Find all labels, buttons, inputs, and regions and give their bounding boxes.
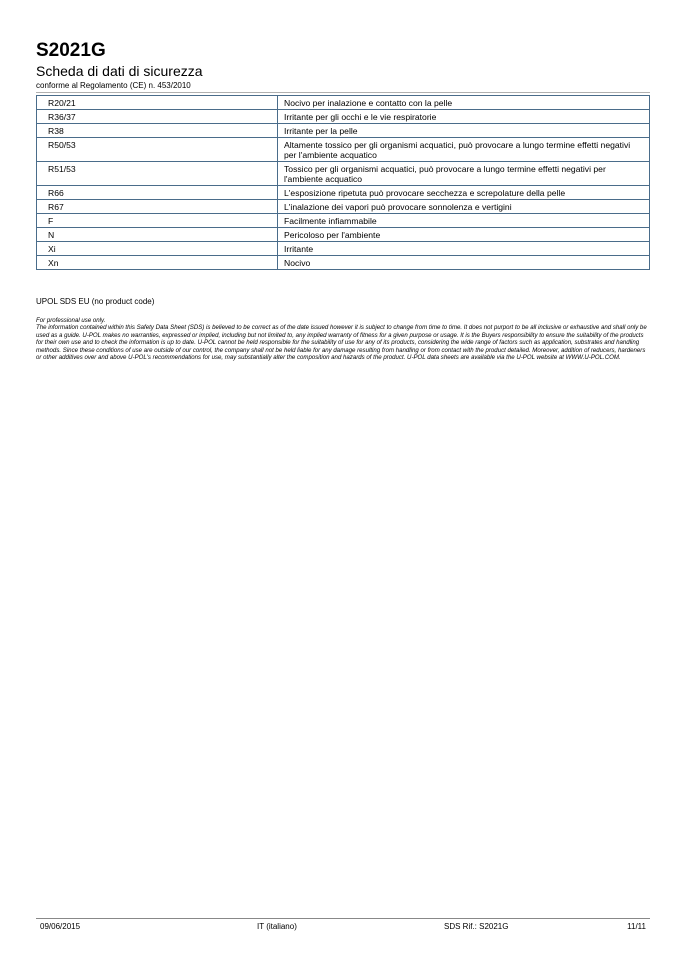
footer-divider	[36, 918, 650, 919]
phrase-code: R38	[37, 124, 278, 138]
risk-phrases-body	[37, 96, 650, 270]
phrase-text: Tossico per gli organismi acquatici, può provocare a lungo termine effetti negativi per l'ambiente acquatico	[278, 162, 650, 186]
sds-reference: SDS Rif.: S2021G	[444, 922, 509, 931]
table-row	[37, 162, 650, 186]
document-title: S2021G	[36, 40, 106, 61]
regulation-reference: conforme al Regolamento (CE) n. 453/2010	[36, 81, 191, 90]
phrase-code: Xi	[37, 242, 278, 256]
risk-phrases-table	[36, 95, 650, 270]
phrase-code: R36/37	[37, 110, 278, 124]
phrase-text: Facilmente infiammabile	[278, 214, 650, 228]
phrase-text: Nocivo	[278, 256, 650, 270]
table-row	[37, 214, 650, 228]
phrase-code: R51/53	[37, 162, 278, 186]
table-row	[37, 124, 650, 138]
phrase-text: Altamente tossico per gli organismi acquatici, può provocare a lungo termine effetti negativi per l'ambiente acquatico	[278, 138, 650, 162]
table-row	[37, 186, 650, 200]
table-row	[37, 138, 650, 162]
table-row	[37, 228, 650, 242]
sds-code: UPOL SDS EU (no product code)	[36, 297, 155, 306]
table-row	[37, 96, 650, 110]
header-divider	[36, 92, 650, 93]
phrase-code: N	[37, 228, 278, 242]
document-header	[36, 40, 203, 91]
disclaimer	[36, 317, 650, 361]
phrase-code: R66	[37, 186, 278, 200]
page-number: 11/11	[627, 922, 646, 931]
phrase-text: Irritante per la pelle	[278, 124, 650, 138]
table-row	[37, 110, 650, 124]
phrase-code: R50/53	[37, 138, 278, 162]
phrase-code: Xn	[37, 256, 278, 270]
page-footer	[36, 922, 650, 932]
phrase-text: L'inalazione dei vapori può provocare sonnolenza e vertigini	[278, 200, 650, 214]
table-row	[37, 242, 650, 256]
disclaimer-body: The information contained within this Safety Data Sheet (SDS) is believed to be correct as of the date issued however it is subject to change from time to time. It does not purport to be all inclusive or exhaustive and shall only be used as a guide. U-POL makes no warranties, expressed or implied, including but not limited to, any implied warranty of fitness for a given purpose or usage. It is the Buyers responsibility to ensure the suitability of the products for their own use and to check the information is up to date. U-POL cannot be held responsible for the suitability of use for any of its products, considering the wide range of factors such as application, substrates and handling methods. Since these conditions of use are outside of our control, the company shall not be held liable for any damage resulting from handling or from contact with the product detailed. Moreover, addition of reducers, hardeners or other additives over and above U-POL's recommendations for use, may substantially alter the composition and hazards of the product. U-POL data sheets are available via the U-POL website at WWW.U-POL.COM.	[36, 324, 647, 362]
phrase-text: Nocivo per inalazione e contatto con la pelle	[278, 96, 650, 110]
table-row	[37, 200, 650, 214]
issue-date: 09/06/2015	[40, 922, 81, 931]
phrase-code: F	[37, 214, 278, 228]
phrase-code: R20/21	[37, 96, 278, 110]
phrase-text: L'esposizione ripetuta può provocare secchezza e screpolature della pelle	[278, 186, 650, 200]
table-row	[37, 256, 650, 270]
document-subtitle: Scheda di dati di sicurezza	[36, 63, 203, 79]
disclaimer-heading: For professional use only.	[36, 317, 106, 324]
phrase-text: Pericoloso per l'ambiente	[278, 228, 650, 242]
document-language: IT (italiano)	[257, 922, 297, 931]
phrase-text: Irritante per gli occhi e le vie respiratorie	[278, 110, 650, 124]
phrase-text: Irritante	[278, 242, 650, 256]
phrase-code: R67	[37, 200, 278, 214]
